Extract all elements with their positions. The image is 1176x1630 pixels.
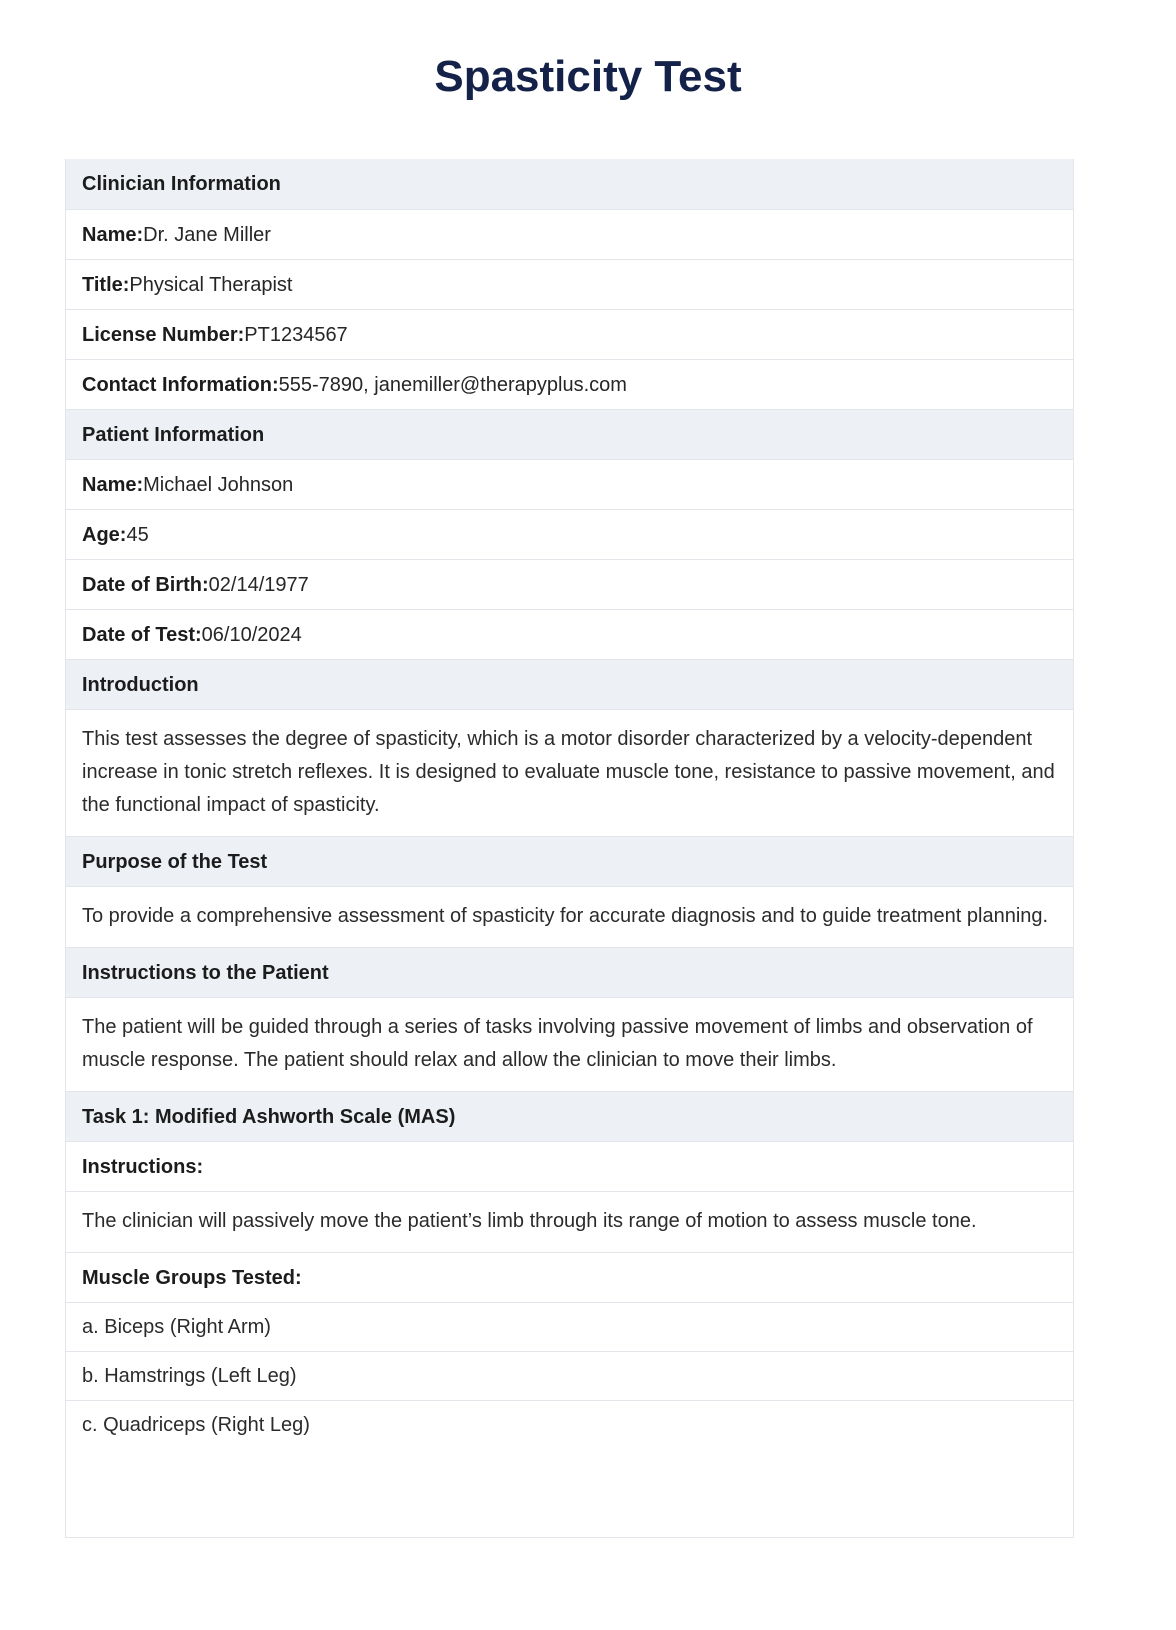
- clinician-title-value: Physical Therapist: [129, 273, 293, 296]
- field-label: Name:: [82, 473, 144, 496]
- patient-instructions-text: The patient will be guided through a series of tasks involving passive movement of limbs and observation of muscle response. The patient should relax and allow the clinician to move their limbs.: [66, 997, 1073, 1091]
- section-header-task1: Task 1: Modified Ashworth Scale (MAS): [66, 1091, 1073, 1141]
- field-label: License Number:: [82, 323, 245, 346]
- patient-dob-value: 02/14/1977: [208, 573, 309, 596]
- patient-name-row: [66, 459, 1073, 509]
- field-label: Name:: [82, 223, 144, 246]
- section-header-introduction: Introduction: [66, 659, 1073, 709]
- introduction-text: This test assesses the degree of spasticity, which is a motor disorder characterized by a velocity-dependent increase in tonic stretch reflexes. It is designed to evaluate muscle tone, resistance to passive movement, and the functional impact of spasticity.: [66, 709, 1073, 836]
- muscle-groups-label-row: [66, 1252, 1073, 1302]
- muscle-groups-label: Muscle Groups Tested:: [82, 1266, 302, 1289]
- clinician-contact-row: [66, 359, 1073, 409]
- patient-test-date-value: 06/10/2024: [201, 623, 302, 646]
- purpose-text: To provide a comprehensive assessment of spasticity for accurate diagnosis and to guide treatment planning.: [66, 886, 1073, 947]
- muscle-group-item: a. Biceps (Right Arm): [66, 1302, 1073, 1351]
- field-label: Date of Test:: [82, 623, 202, 646]
- patient-age-row: [66, 509, 1073, 559]
- section-header-patient-instructions: Instructions to the Patient: [66, 947, 1073, 997]
- field-label: Date of Birth:: [82, 573, 209, 596]
- empty-space: [66, 1449, 1073, 1537]
- task1-instructions-text: The clinician will passively move the patient’s limb through its range of motion to assess muscle tone.: [66, 1191, 1073, 1252]
- patient-dob-row: [66, 559, 1073, 609]
- field-label: Age:: [82, 523, 127, 546]
- field-label: Title:: [82, 273, 130, 296]
- clinician-license-row: [66, 309, 1073, 359]
- section-header-clinician: Clinician Information: [66, 159, 1073, 209]
- patient-test-date-row: [66, 609, 1073, 659]
- muscle-group-item: c. Quadriceps (Right Leg): [66, 1400, 1073, 1449]
- page-title: Spasticity Test: [434, 52, 742, 101]
- clinician-name-value: Dr. Jane Miller: [143, 223, 271, 246]
- section-header-purpose: Purpose of the Test: [66, 836, 1073, 886]
- field-label: Contact Information:: [82, 373, 279, 396]
- clinician-title-row: [66, 259, 1073, 309]
- clinician-name-row: [66, 209, 1073, 259]
- clinician-license-value: PT1234567: [244, 323, 348, 346]
- task1-instructions-label: Instructions:: [82, 1155, 204, 1178]
- section-header-patient: Patient Information: [66, 409, 1073, 459]
- patient-age-value: 45: [126, 523, 149, 546]
- clinician-contact-value: 555-7890, janemiller@therapyplus.com: [278, 373, 627, 396]
- muscle-group-item: b. Hamstrings (Left Leg): [66, 1351, 1073, 1400]
- assessment-form: [65, 159, 1074, 1538]
- task1-instructions-label-row: [66, 1141, 1073, 1191]
- patient-name-value: Michael Johnson: [143, 473, 294, 496]
